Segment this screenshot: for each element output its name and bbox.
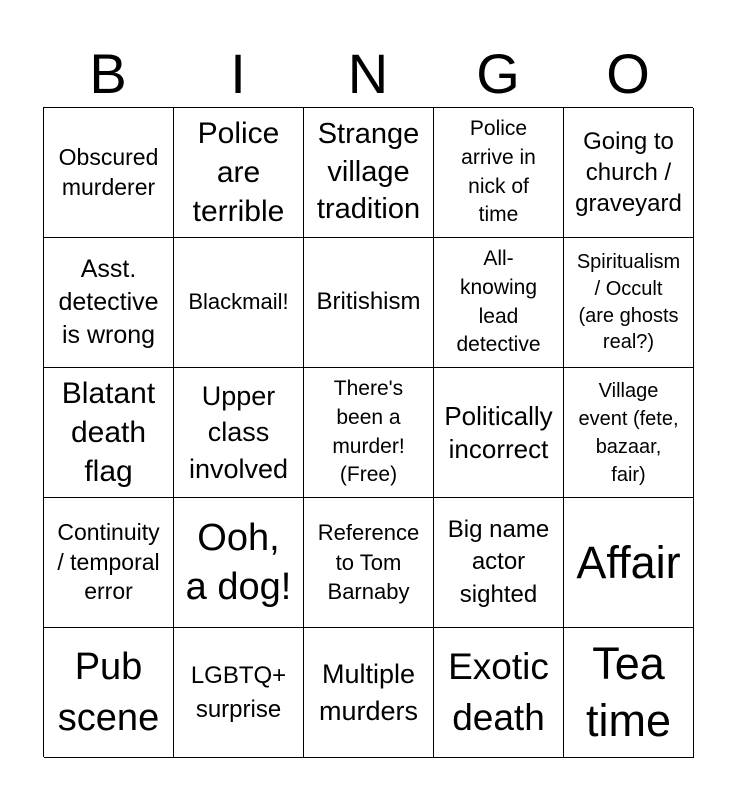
bingo-cell[interactable]	[44, 368, 174, 498]
bingo-cell-text: All- knowing lead detective	[456, 246, 541, 357]
bingo-cell[interactable]	[304, 368, 434, 498]
bingo-cell[interactable]	[44, 628, 174, 758]
bingo-cell-text: LGBTQ+ surprise	[190, 661, 287, 723]
bingo-cell[interactable]	[304, 498, 434, 628]
bingo-cell-text: Big name actor sighted	[447, 515, 550, 608]
header-letter-o: O	[606, 42, 650, 105]
bingo-cell[interactable]	[564, 628, 694, 758]
bingo-cell-text: Tea time	[585, 638, 671, 746]
header-letter-i: I	[230, 42, 246, 105]
bingo-cell[interactable]	[304, 628, 434, 758]
bingo-cell-text: Obscured murderer	[58, 143, 159, 200]
bingo-cell-text: Blatant death flag	[61, 377, 156, 488]
bingo-cell[interactable]	[174, 628, 304, 758]
bingo-grid	[43, 107, 693, 757]
bingo-cell[interactable]	[44, 498, 174, 628]
bingo-cell-text: There's been a murder! (Free)	[332, 376, 405, 487]
bingo-cell[interactable]	[44, 108, 174, 238]
header-letter-b: B	[89, 42, 127, 105]
bingo-cell[interactable]	[304, 238, 434, 368]
bingo-cell[interactable]	[174, 238, 304, 368]
bingo-cell[interactable]	[434, 628, 564, 758]
bingo-cell-text: Village event (fete, bazaar, fair)	[578, 379, 679, 486]
bingo-cell[interactable]	[434, 498, 564, 628]
bingo-cell[interactable]	[174, 498, 304, 628]
bingo-cell[interactable]	[564, 108, 694, 238]
bingo-cell[interactable]	[434, 108, 564, 238]
bingo-cell-text: Ooh, a dog!	[185, 516, 292, 608]
bingo-cell[interactable]	[174, 368, 304, 498]
bingo-cell[interactable]	[44, 238, 174, 368]
bingo-cell[interactable]	[564, 498, 694, 628]
bingo-cell[interactable]	[434, 368, 564, 498]
bingo-cell[interactable]	[434, 238, 564, 368]
bingo-cell-text: Police arrive in nick of time	[461, 116, 536, 227]
bingo-cell-text: Politically incorrect	[444, 401, 553, 464]
bingo-cell-text: Asst. detective is wrong	[58, 254, 159, 350]
bingo-cell-text: Strange village tradition	[316, 117, 421, 226]
bingo-cell-text: Blackmail!	[188, 289, 289, 315]
bingo-cell[interactable]	[564, 368, 694, 498]
bingo-cell-text: Pub scene	[57, 645, 160, 739]
bingo-cell[interactable]	[304, 108, 434, 238]
bingo-cell-text: Going to church / graveyard	[575, 127, 682, 218]
bingo-cell-text: Upper class involved	[188, 380, 289, 484]
bingo-cell[interactable]	[174, 108, 304, 238]
bingo-cell-text: Affair	[576, 536, 681, 588]
bingo-cell-text: Exotic death	[448, 645, 549, 738]
header-letter-g: G	[476, 42, 520, 105]
bingo-cell-text: Continuity / temporal error	[57, 518, 160, 605]
bingo-header	[43, 40, 693, 108]
bingo-cell-text: Britishism	[316, 288, 421, 316]
bingo-cell-text: Multiple murders	[318, 659, 419, 726]
bingo-cell-text: Reference to Tom Barnaby	[317, 519, 420, 605]
bingo-cell-text: Police are terrible	[192, 117, 285, 228]
header-letter-n: N	[347, 42, 389, 105]
bingo-cell-text: Spiritualism / Occult (are ghosts real?)	[576, 251, 681, 354]
bingo-cell[interactable]	[564, 238, 694, 368]
